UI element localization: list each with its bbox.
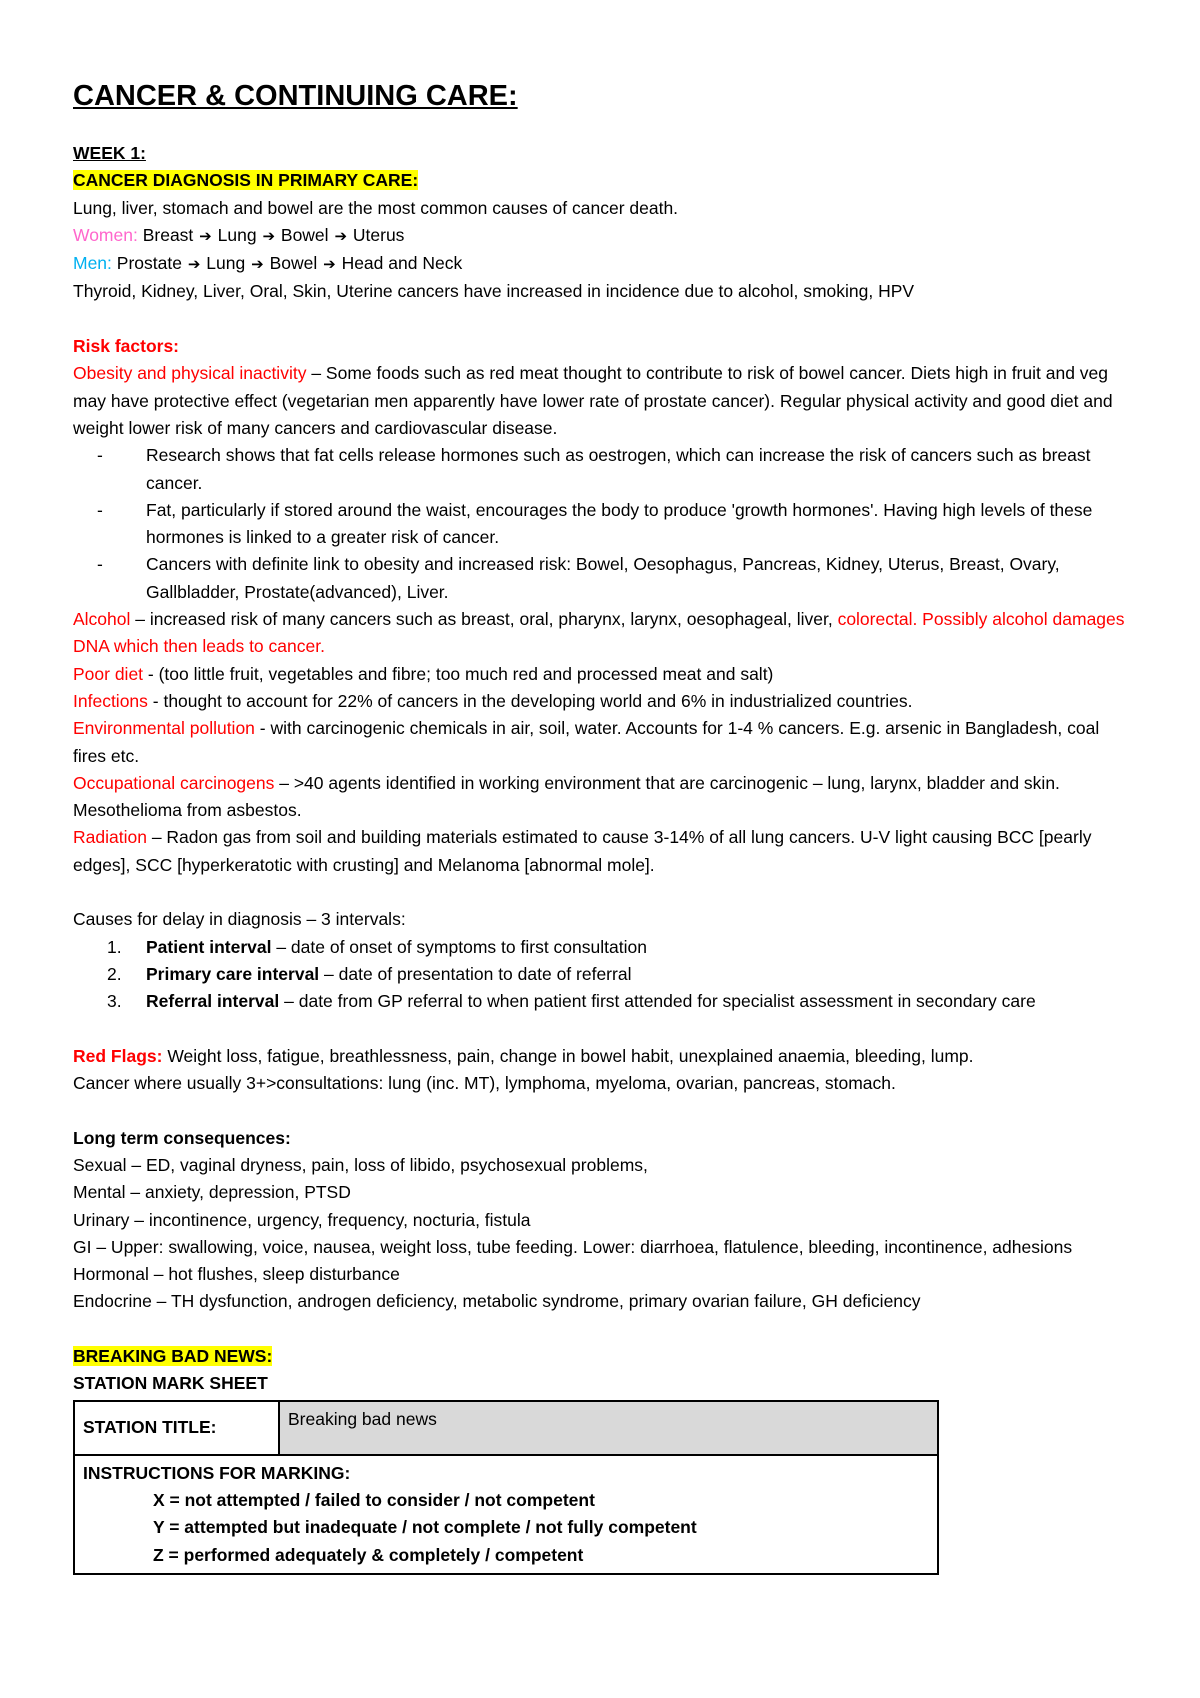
alcohol-paragraph: [73, 606, 1133, 661]
list-number: 2.: [107, 963, 122, 984]
infections-paragraph: [73, 688, 1133, 715]
obesity-text: – Some foods such as red meat thought to contribute to risk of bowel cancer. Diets high in fruit and veg may have protective effect (vegetarian men apparently have lower rate of prostate cancer). Regular physical activity and good diet and weight lower risk of many cancers and cardiovascular disease.: [73, 363, 1113, 438]
radiation-paragraph: [73, 824, 1133, 879]
women-item: Lung: [217, 224, 257, 245]
environment-paragraph: [73, 715, 1133, 770]
women-item: Uterus: [352, 224, 405, 245]
occupational-text: – >40 agents identified in working environment that are carcinogenic – lung, larynx, bladder and skin. Mesothelioma from asbestos.: [73, 772, 1060, 821]
section-heading-breaking-bad-news: BREAKING BAD NEWS:: [73, 1346, 273, 1367]
women-line: [73, 222, 1133, 250]
men-line: [73, 250, 1133, 278]
interval-label: Referral interval: [146, 991, 280, 1012]
obesity-label: Obesity and physical inactivity: [73, 363, 307, 384]
occupational-label: Occupational carcinogens: [73, 772, 275, 793]
list-item: - Research shows that fat cells release hormones such as oestrogen, which can increase the risk of cancers such as breast cancer.: [146, 442, 1133, 497]
arrow-right-icon: ➔: [262, 227, 276, 245]
women-item: Bowel: [280, 224, 329, 245]
men-item: Head and Neck: [341, 253, 463, 274]
marking-instructions-cell: [74, 1455, 938, 1574]
list-item: [107, 961, 1133, 988]
red-flags-paragraph: [73, 1043, 1133, 1070]
red-flags-text: Weight loss, fatigue, breathlessness, pain, change in bowel habit, unexplained anaemia, bleeding, lump.: [162, 1045, 974, 1066]
list-number: 3.: [107, 991, 122, 1012]
list-number: 1.: [107, 936, 122, 957]
station-title-value: Breaking bad news: [279, 1401, 938, 1455]
radiation-text: – Radon gas from soil and building materials estimated to cause 3-14% of all lung cancers. U-V light causing BCC [pearly edges], SCC [hyperkeratotic with crusting] and Melanoma [abnormal mole].: [73, 827, 1092, 875]
long-term-line: Endocrine – TH dysfunction, androgen deficiency, metabolic syndrome, primary ovarian failure, GH deficiency: [73, 1291, 921, 1312]
long-term-heading: Long term consequences:: [73, 1127, 291, 1148]
infections-label: Infections: [73, 690, 148, 711]
long-term-line: Urinary – incontinence, urgency, frequency, nocturia, fistula: [73, 1209, 531, 1230]
marking-instruction: Y = attempted but inadequate / not complete / not fully competent: [153, 1517, 697, 1538]
arrow-right-icon: ➔: [334, 227, 348, 245]
station-title-label: STATION TITLE:: [74, 1401, 279, 1455]
men-label: Men:: [73, 253, 112, 274]
infections-text: - thought to account for 22% of cancers in the developing world and 6% in industrialized countries.: [147, 690, 913, 711]
marking-instruction: Z = performed adequately & completely / competent: [153, 1544, 584, 1565]
list-item: [107, 934, 1133, 961]
environment-text: - with carcinogenic chemicals in air, soil, water. Accounts for 1-4 % cancers. E.g. arsenic in Bangladesh, coal fires etc.: [73, 718, 1100, 766]
marking-instructions-heading: INSTRUCTIONS FOR MARKING:: [83, 1462, 351, 1483]
station-mark-table: [73, 1400, 939, 1575]
delay-list: [73, 934, 1133, 1016]
diet-label: Poor diet: [73, 663, 144, 684]
alcohol-red-text: colorectal. Possibly alcohol damages DNA which then leads to cancer.: [73, 609, 1125, 657]
arrow-right-icon: ➔: [199, 227, 212, 245]
list-item: - Fat, particularly if stored around the waist, encourages the body to produce 'growth hormones'. Having high levels of these hormones is linked to a greater risk of cancer.: [146, 497, 1133, 552]
interval-label: Primary care interval: [146, 963, 320, 984]
list-item: [107, 988, 1133, 1015]
long-term-line: Sexual – ED, vaginal dryness, pain, loss of libido, psychosexual problems,: [73, 1154, 648, 1175]
arrow-right-icon: ➔: [323, 256, 336, 274]
red-flags-label: Red Flags:: [73, 1045, 163, 1066]
men-item: Lung: [206, 253, 246, 274]
risk-factors-heading: Risk factors:: [73, 336, 180, 357]
long-term-line: Mental – anxiety, depression, PTSD: [73, 1182, 351, 1203]
long-term-line: GI – Upper: swallowing, voice, nausea, weight loss, tube feeding. Lower: diarrhoea, flatulence, bleeding, incontinence, adhesions: [73, 1236, 1073, 1257]
interval-text: – date of presentation to date of referral: [319, 963, 632, 984]
obesity-paragraph: [73, 360, 1133, 442]
men-item: Bowel: [269, 253, 318, 274]
interval-text: – date of onset of symptoms to first consultation: [271, 936, 647, 957]
arrow-right-icon: ➔: [187, 256, 201, 274]
obesity-bullets: [73, 442, 1133, 606]
diet-text: - (too little fruit, vegetables and fibre; too much red and processed meat and salt): [143, 663, 774, 684]
women-item: Breast: [142, 224, 194, 245]
diet-paragraph: [73, 661, 1133, 688]
section-heading-cancer-diagnosis: CANCER DIAGNOSIS IN PRIMARY CARE:: [73, 170, 419, 191]
occupational-paragraph: [73, 770, 1133, 825]
station-mark-sheet-heading: STATION MARK SHEET: [73, 1373, 268, 1394]
interval-text: – date from GP referral to when patient first attended for specialist assessment in secondary care: [279, 991, 1036, 1012]
list-item: - Cancers with definite link to obesity and increased risk: Bowel, Oesophagus, Pancreas, Kidney, Uterus, Breast, Ovary, Gallbladder, Prostate(advanced), Liver.: [146, 551, 1133, 606]
alcohol-label: Alcohol: [73, 609, 131, 630]
environment-label: Environmental pollution: [73, 718, 255, 739]
alcohol-text: – increased risk of many cancers such as breast, oral, pharynx, larynx, oesophageal, liver,: [130, 609, 838, 630]
delay-intro: Causes for delay in diagnosis – 3 intervals:: [73, 909, 406, 930]
radiation-label: Radiation: [73, 827, 147, 848]
women-label: Women:: [73, 224, 138, 245]
men-item: Prostate: [116, 253, 182, 274]
arrow-right-icon: ➔: [251, 256, 264, 274]
marking-instruction: X = not attempted / failed to consider / not competent: [153, 1489, 595, 1510]
intro-text: Lung, liver, stomach and bowel are the most common causes of cancer death.: [73, 197, 679, 218]
interval-label: Patient interval: [146, 936, 272, 957]
document-page: [73, 78, 1133, 1575]
consultations-text: Cancer where usually 3+>consultations: lung (inc. MT), lymphoma, myeloma, ovarian, pancreas, stomach.: [73, 1073, 896, 1094]
long-term-line: Hormonal – hot flushes, sleep disturbance: [73, 1264, 400, 1285]
week-heading: WEEK 1:: [73, 143, 146, 163]
document-title: CANCER & CONTINUING CARE:: [73, 80, 518, 112]
thyroid-text: Thyroid, Kidney, Liver, Oral, Skin, Uterine cancers have increased in incidence due to alcohol, smoking, HPV: [73, 281, 915, 302]
